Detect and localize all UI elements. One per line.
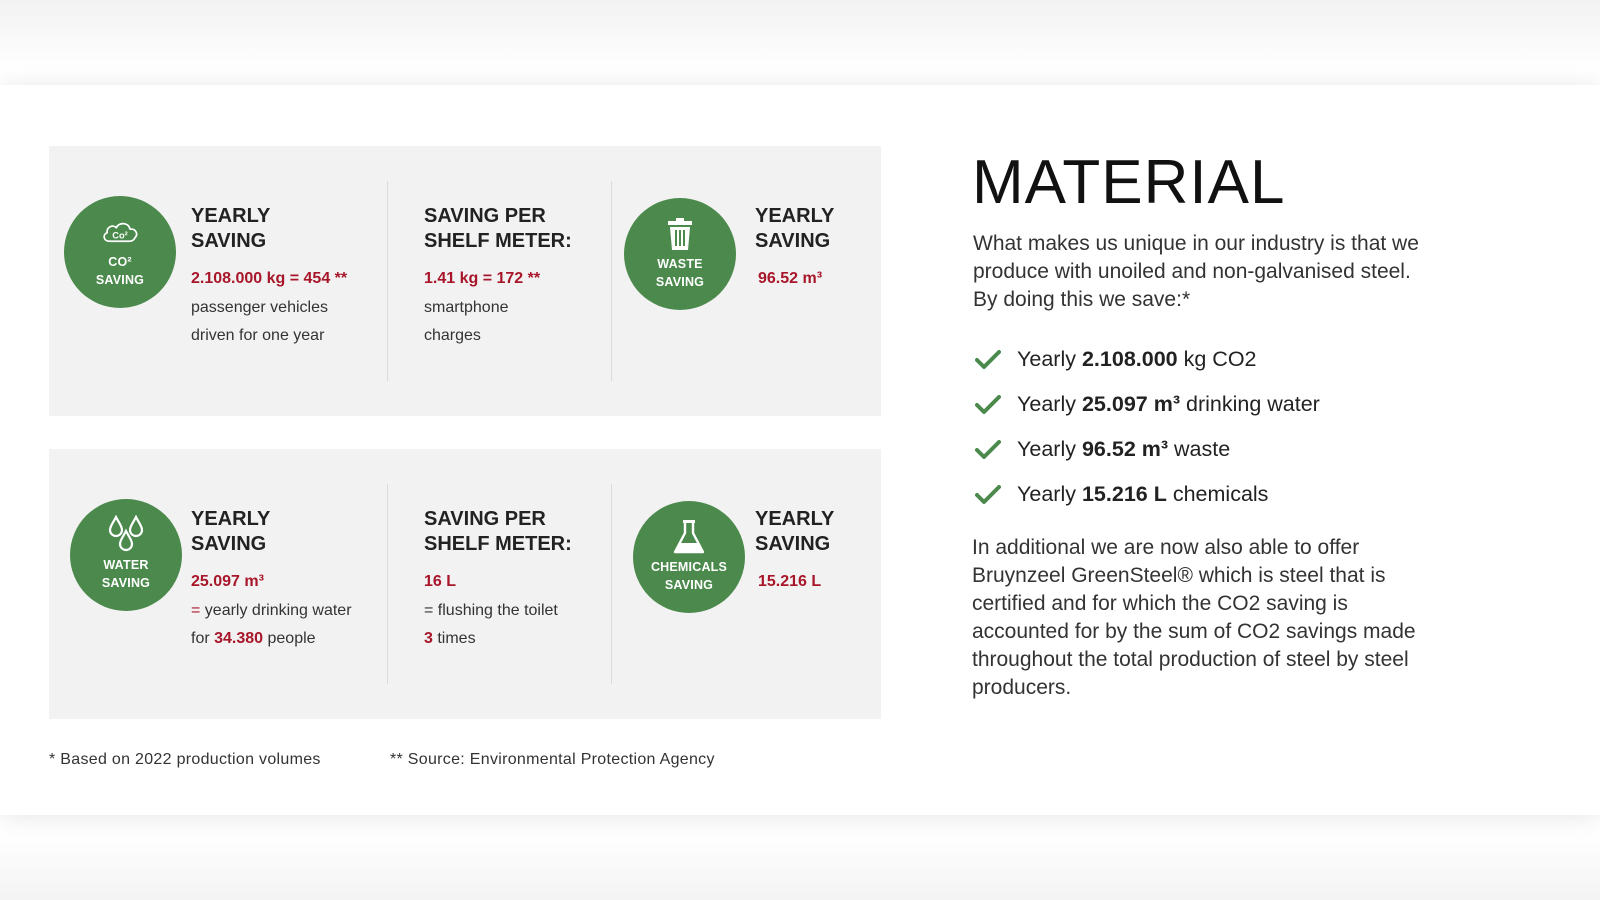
co2-saving-label: CO² SAVING (95, 255, 145, 287)
chemicals-saving-label: CHEMICALS SAVING (650, 560, 728, 592)
water-per-meter-saving (424, 507, 572, 653)
intro-paragraph: What makes us unique in our industry is that we produce with unoiled and non-galvanised steel. By doing this we save:* (973, 232, 1419, 311)
checkmark-icon (975, 485, 1001, 505)
water-per-meter-desc-2 (424, 625, 572, 653)
checklist-value: 96.52 m³ (1081, 437, 1169, 461)
checklist-suffix: chemicals (1172, 482, 1269, 506)
content-card (0, 85, 1600, 815)
water-yearly-desc-text: yearly drinking water (200, 602, 352, 619)
water-yearly-desc-2 (191, 625, 352, 653)
checklist-prefix: Yearly (1017, 347, 1076, 371)
checklist-suffix: kg CO2 (1183, 347, 1257, 371)
checklist-value: 25.097 m³ (1081, 392, 1180, 416)
co2-per-meter-heading: SAVING PER SHELF METER: (424, 205, 572, 252)
checklist-value: 15.216 L (1081, 482, 1167, 506)
list-item (975, 382, 1320, 427)
waste-yearly-saving (755, 204, 834, 290)
checklist-prefix: Yearly (1017, 482, 1076, 506)
co2-yearly-value: 2.108.000 kg = 454 ** (191, 270, 348, 287)
footnote-production-volumes: * Based on 2022 production volumes (49, 751, 321, 768)
column-divider (611, 484, 612, 684)
co2-yearly-saving (191, 204, 347, 350)
water-drops-icon (106, 518, 146, 552)
checkmark-icon (975, 395, 1001, 415)
column-divider (611, 181, 612, 381)
page-title: MATERIAL (972, 148, 1286, 217)
co2-yearly-heading: YEARLY SAVING (191, 205, 271, 252)
co2-saving-badge (64, 196, 176, 308)
water-yearly-heading: YEARLY SAVING (191, 508, 271, 555)
chemicals-yearly-heading: YEARLY SAVING (755, 508, 835, 555)
flush-times-count: 3 (424, 630, 433, 647)
footnote-source: ** Source: Environmental Protection Agency (390, 751, 715, 768)
water-per-meter-heading: SAVING PER SHELF METER: (424, 508, 572, 555)
chemicals-saving-badge (633, 501, 745, 613)
savings-panel-water-chemicals (49, 449, 881, 719)
checklist-suffix: drinking water (1185, 392, 1320, 416)
list-item (975, 427, 1320, 472)
svg-text:Co²: Co² (112, 230, 128, 241)
chemicals-yearly-saving (755, 507, 834, 593)
co2-yearly-desc-2: driven for one year (191, 327, 325, 344)
water-for-text: for (191, 630, 215, 647)
co2-per-meter-desc-1: smartphone (424, 299, 509, 316)
checklist-suffix: waste (1174, 437, 1231, 461)
flask-icon (669, 520, 709, 554)
waste-saving-badge (624, 198, 736, 310)
cloud-co2-icon (100, 215, 140, 249)
list-item (975, 472, 1320, 517)
greensteel-paragraph: In additional we are now also able to offer Bruynzeel GreenSteel® which is steel that is certified and for which the CO2 saving is accounted for by the sum of CO2 savings made throughout the total production of steel by steel producers. (972, 536, 1416, 699)
trash-bin-icon (660, 217, 700, 251)
water-saving-label: WATER SAVING (101, 558, 151, 590)
checklist-prefix: Yearly (1017, 437, 1076, 461)
water-yearly-saving (191, 507, 352, 653)
water-yearly-desc-1 (191, 597, 352, 625)
waste-saving-label: WASTE SAVING (655, 257, 705, 289)
checkmark-icon (975, 440, 1001, 460)
water-people-count: 34.380 (214, 630, 264, 647)
water-saving-badge (70, 499, 182, 611)
chemicals-yearly-value: 15.216 L (758, 573, 822, 590)
savings-panel-co2-waste (49, 146, 881, 416)
flush-times-text: times (432, 630, 476, 647)
co2-per-meter-desc-2: charges (424, 327, 481, 344)
waste-yearly-value: 96.52 m³ (758, 270, 823, 287)
water-per-meter-value: 16 L (424, 573, 457, 590)
checkmark-icon (975, 350, 1001, 370)
savings-checklist (975, 337, 1320, 517)
co2-yearly-desc-1: passenger vehicles (191, 299, 328, 316)
water-people-text: people (263, 630, 316, 647)
water-per-meter-desc-1: = flushing the toilet (424, 602, 558, 619)
list-item (975, 337, 1320, 382)
co2-per-meter-saving (424, 204, 572, 350)
column-divider (387, 484, 388, 684)
co2-per-meter-value: 1.41 kg = 172 ** (424, 270, 541, 287)
equals-sign: = (191, 602, 201, 619)
checklist-prefix: Yearly (1017, 392, 1076, 416)
waste-yearly-heading: YEARLY SAVING (755, 205, 835, 252)
water-yearly-value: 25.097 m³ (191, 573, 264, 590)
checklist-value: 2.108.000 (1081, 347, 1178, 371)
column-divider (387, 181, 388, 381)
